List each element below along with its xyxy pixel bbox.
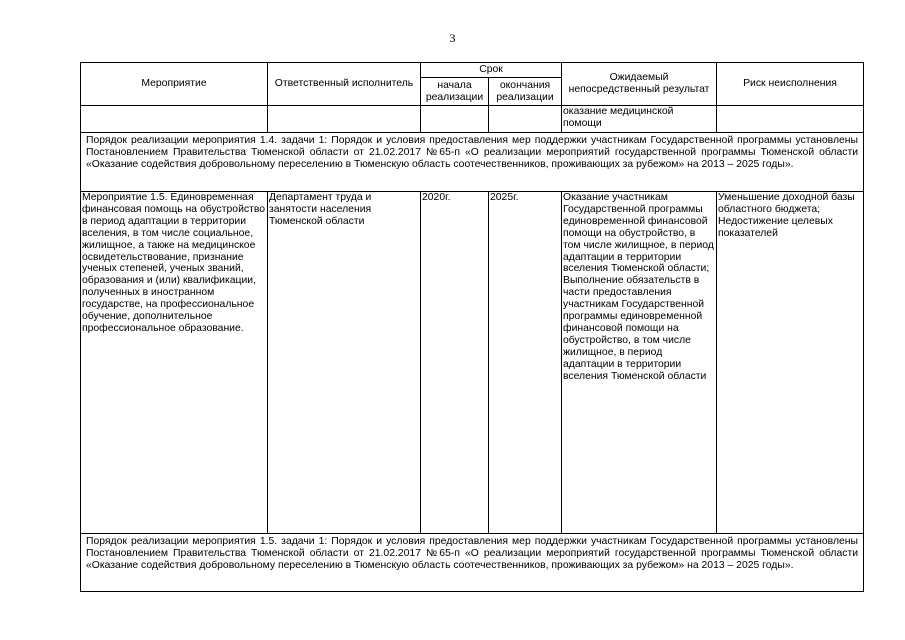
empty-cell (489, 106, 562, 133)
order-1-4-text: Порядок реализации мероприятия 1.4. задачи 1: Порядок и условия предоставления мер поддержки участникам Государственной программы установлены Постановлением Правительства Тюменской области от 21.02.2017 №65-п «О реализации мероприятий государственной программы Тюменской области «Оказание содействия добровольному переселению в Тюменскую область соотечественников, проживающих за рубежом» на 2013 – 2025 годы». (81, 133, 864, 192)
empty-cell (421, 106, 489, 133)
header-end: окончания реализации (489, 78, 562, 106)
header-measure: Мероприятие (81, 63, 268, 106)
program-measures-table (80, 62, 864, 592)
measure-1-5-start: 2020г. (421, 192, 489, 534)
empty-cell (81, 106, 268, 133)
empty-cell (717, 106, 864, 133)
measure-1-5-risk: Уменьшение доходной базы областного бюджета; Недостижение целевых показателей (717, 192, 864, 534)
order-1-5-text: Порядок реализации мероприятия 1.5. задачи 1: Порядок и условия предоставления мер поддержки участникам Государственной программы установлены Постановлением Правительства Тюменской области от 21.02.2017 №65-п «О реализации мероприятий государственной программы Тюменской области «Оказание содействия добровольному переселению в Тюменскую область соотечественников, проживающих за рубежом» на 2013 – 2025 годы». (81, 534, 864, 592)
header-risk: Риск неисполнения (717, 63, 864, 106)
header-start: начала реализации (421, 78, 489, 106)
header-responsible: Ответственный исполнитель (268, 63, 421, 106)
measure-1-5-name: Мероприятие 1.5. Единовременная финансовая помощь на обустройство в период адаптации в территории вселения, в том числе социальное, жилищное, а также на медицинское освидетельствование, признание ученых степеней, ученых званий, образования и (или) квалификации, полученных в иностранном государстве, на профессиональное обучение, дополнительное профессиональное образование. (81, 192, 268, 534)
table-row (81, 192, 864, 534)
table-row (81, 534, 864, 592)
header-expected-result: Ожидаемый непосредственный результат (562, 63, 717, 106)
page-number: 3 (449, 31, 456, 45)
measure-1-5-end: 2025г. (489, 192, 562, 534)
measure-1-5-responsible: Департамент труда и занятости населения Тюменской области (268, 192, 421, 534)
empty-cell (268, 106, 421, 133)
table-row (81, 133, 864, 192)
header-term: Срок (421, 63, 562, 78)
continued-result-cell: оказание медицинской помощи (562, 106, 717, 133)
measure-1-5-result: Оказание участникам Государственной программы единовременной финансовой помощи на обустройство, в том числе жилищное, в период адаптации в территории вселения Тюменской области; Выполнение обязательств в части предоставления участникам Государственной программы единовременной финансовой помощи на обустройство, в том числе жилищное, в период адаптации в территории вселения Тюменской области (562, 192, 717, 534)
table-row (81, 106, 864, 133)
